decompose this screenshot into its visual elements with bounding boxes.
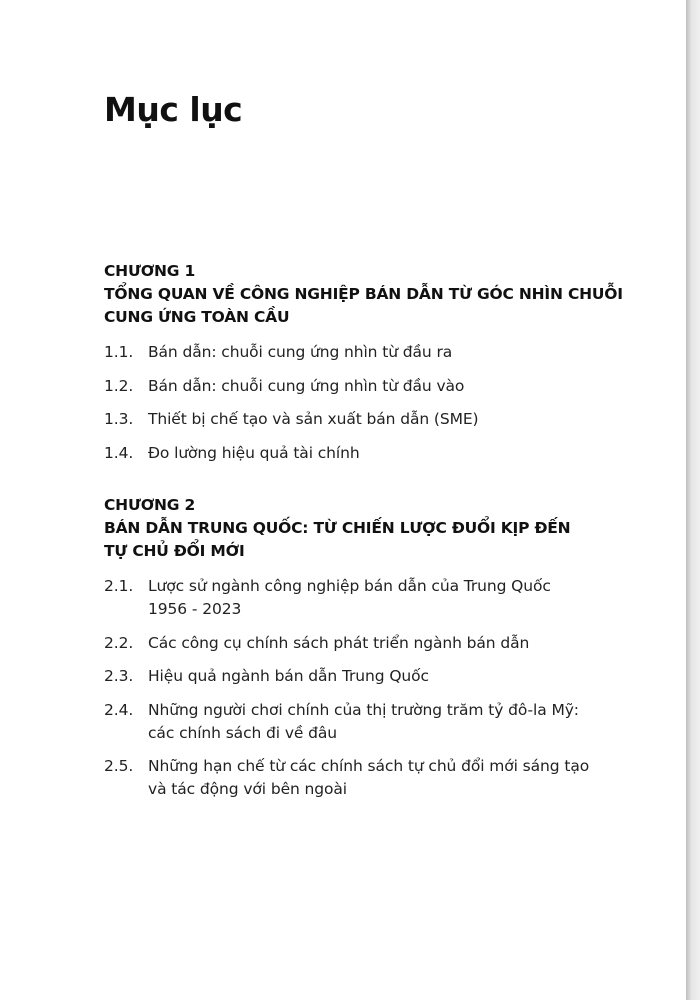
- entry-title-line: Hiệu quả ngành bán dẫn Trung Quốc: [148, 667, 429, 685]
- entry-title-line: Các công cụ chính sách phát triển ngành bán dẫn: [148, 633, 530, 652]
- entry-number: 2.3.: [104, 667, 134, 685]
- chapter-title-line: CUNG ỨNG TOÀN CẦU: [104, 308, 290, 326]
- toc-entries: [104, 575, 664, 801]
- entry-title-line: 1956 - 2023: [148, 600, 242, 618]
- entry-title: [148, 375, 664, 398]
- chapter-2: [104, 494, 664, 812]
- chapter-label: CHƯƠNG 2: [104, 496, 196, 514]
- entry-title: [148, 699, 664, 745]
- entry-title: [148, 632, 664, 655]
- entry-title: [148, 665, 664, 688]
- entry-title: [148, 755, 664, 801]
- toc-entry[interactable]: [104, 408, 664, 431]
- entry-number: 1.1.: [104, 343, 134, 361]
- chapter-1: [104, 260, 664, 475]
- entry-title-line: và tác động với bên ngoài: [148, 780, 348, 798]
- entry-title-line: Thiết bị chế tạo và sản xuất bán dẫn (SME): [148, 410, 479, 428]
- entry-number: 1.4.: [104, 443, 134, 462]
- entry-number: 1.2.: [104, 376, 134, 395]
- entry-title: [148, 341, 664, 364]
- entry-title-line: Những hạn chế từ các chính sách tự chủ đổi mới sáng tạo: [148, 757, 590, 775]
- entry-title-line: Những người chơi chính của thị trường trăm tỷ đô-la Mỹ:: [148, 700, 579, 719]
- entry-title-line: Lược sử ngành công nghiệp bán dẫn của Trung Quốc: [148, 577, 551, 595]
- chapter-title-line: TỔNG QUAN VỀ CÔNG NGHIỆP BÁN DẪN TỪ GÓC NHÌN CHUỖI: [104, 285, 623, 303]
- page-edge-shadow: [686, 0, 700, 1000]
- entry-title-line: Bán dẫn: chuỗi cung ứng nhìn từ đầu ra: [148, 343, 453, 361]
- toc-entry[interactable]: [104, 665, 664, 688]
- chapter-heading: [104, 494, 664, 563]
- entry-title-line: Bán dẫn: chuỗi cung ứng nhìn từ đầu vào: [148, 376, 465, 395]
- entry-title: [148, 408, 664, 431]
- toc-entry[interactable]: [104, 755, 664, 801]
- entry-title-line: Đo lường hiệu quả tài chính: [148, 443, 360, 462]
- entry-number: 2.2.: [104, 633, 134, 652]
- entry-number: 1.3.: [104, 410, 134, 428]
- toc-entry[interactable]: [104, 699, 664, 745]
- entry-number: 2.5.: [104, 757, 134, 775]
- entry-title: [148, 442, 664, 465]
- toc-entry[interactable]: [104, 375, 664, 398]
- chapter-label: CHƯƠNG 1: [104, 262, 196, 280]
- toc-entry[interactable]: [104, 341, 664, 364]
- page-title: Mục lục: [104, 90, 243, 129]
- chapter-title-line: TỰ CHỦ ĐỔI MỚI: [104, 542, 245, 560]
- chapter-heading: [104, 260, 664, 329]
- entry-number: 2.1.: [104, 577, 134, 595]
- chapter-title-line: BÁN DẪN TRUNG QUỐC: TỪ CHIẾN LƯỢC ĐUỔI KỊP ĐẾN: [104, 519, 571, 537]
- toc-entries: [104, 341, 664, 465]
- toc-entry[interactable]: [104, 442, 664, 465]
- toc-entry[interactable]: [104, 575, 664, 621]
- entry-number: 2.4.: [104, 700, 134, 719]
- entry-title-line: các chính sách đi về đâu: [148, 723, 338, 742]
- toc-entry[interactable]: [104, 632, 664, 655]
- entry-title: [148, 575, 664, 621]
